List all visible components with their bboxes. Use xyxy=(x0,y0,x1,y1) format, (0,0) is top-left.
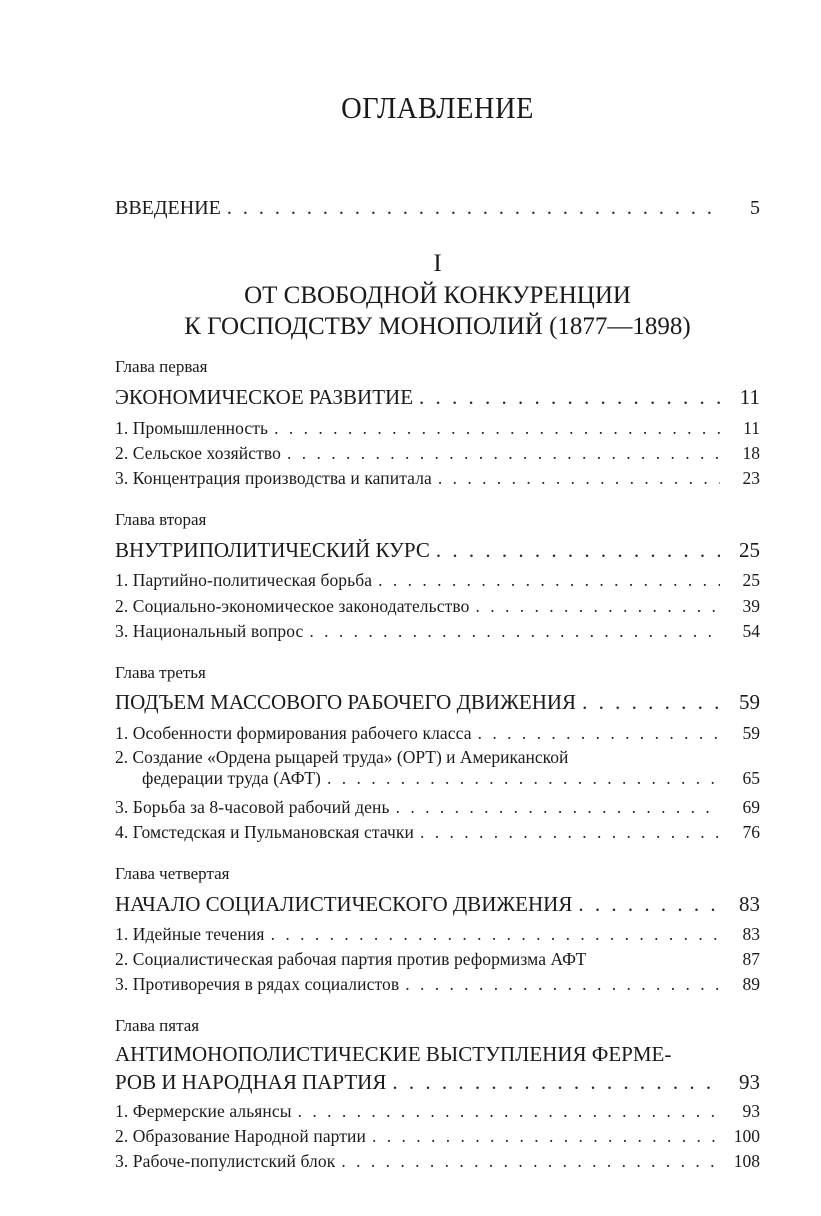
dot-leader xyxy=(227,197,720,220)
page-number: 69 xyxy=(742,797,760,817)
chapter-label: Глава четвертая xyxy=(115,864,230,883)
dot-leader xyxy=(420,822,720,843)
page-number: 23 xyxy=(742,468,760,488)
section-title: 3. Концентрация производства и капитала xyxy=(115,468,432,488)
section-title: 1. Партийно-политическая борьба xyxy=(115,570,373,590)
toc-entry-section[interactable] xyxy=(115,924,760,945)
part-title-line-2: К ГОСПОДСТВУ МОНОПОЛИЙ (1877—1898) xyxy=(184,313,691,340)
page-number: 65 xyxy=(742,768,760,788)
dot-leader xyxy=(419,385,720,410)
dot-leader xyxy=(396,797,720,818)
page-number: 11 xyxy=(739,385,760,409)
toc-entry-introduction[interactable] xyxy=(115,197,760,220)
section-title: 1. Промышленность xyxy=(115,418,269,438)
section-title: 1. Фермерские альянсы xyxy=(115,1101,292,1121)
part-title-line-1: ОТ СВОБОДНОЙ КОНКУРЕНЦИИ xyxy=(244,282,631,309)
page-number: 11 xyxy=(743,418,760,438)
section-title: 3. Борьба за 8-часовой рабочий день xyxy=(115,797,390,817)
chapter-label: Глава третья xyxy=(115,663,206,682)
dot-leader xyxy=(298,1101,720,1122)
chapter-label: Глава первая xyxy=(115,357,208,376)
dot-leader xyxy=(582,690,720,715)
section-title-line-1: 2. Создание «Ордена рыцарей труда» (ОРТ) и Американской xyxy=(115,747,569,767)
toc-entry-label: ВВЕДЕНИЕ xyxy=(115,197,221,219)
page-number: 108 xyxy=(733,1151,760,1171)
section-title: 2. Сельское хозяйство xyxy=(115,443,281,463)
toc-entry-section[interactable] xyxy=(115,822,760,843)
dot-leader xyxy=(287,443,720,464)
section-title: 2. Социалистическая рабочая партия против реформизма АФТ xyxy=(115,949,587,969)
dot-leader xyxy=(274,418,720,439)
dot-leader xyxy=(378,570,720,591)
dot-leader xyxy=(271,924,720,945)
page-number: 18 xyxy=(742,443,760,463)
dot-leader xyxy=(405,974,720,995)
chapter-title-line-2-row xyxy=(115,1070,760,1095)
dot-leader xyxy=(436,538,720,563)
page-number: 89 xyxy=(742,974,760,994)
toc-entry-section[interactable] xyxy=(115,621,760,642)
toc-entry-section[interactable] xyxy=(115,468,760,489)
section-title-line-2: федерации труда (АФТ) xyxy=(142,768,321,788)
toc-entry-chapter[interactable] xyxy=(115,690,760,715)
page-number: 39 xyxy=(742,596,760,616)
section-title-line-2-row xyxy=(115,768,760,789)
chapter-label: Глава вторая xyxy=(115,510,207,529)
toc-entry-section[interactable] xyxy=(115,418,760,439)
page-number: 25 xyxy=(739,538,760,562)
toc-entry-section[interactable] xyxy=(115,1101,760,1122)
chapter-title: ВНУТРИПОЛИТИЧЕСКИЙ КУРС xyxy=(115,538,430,562)
toc-entry-chapter[interactable] xyxy=(115,385,760,410)
toc-entry-chapter-multiline[interactable] xyxy=(115,1042,760,1095)
section-title: 3. Рабоче-популистский блок xyxy=(115,1151,336,1171)
page-number: 76 xyxy=(742,822,760,842)
page-number: 54 xyxy=(742,621,760,641)
toc-entry-section[interactable] xyxy=(115,570,760,591)
toc-entry-section[interactable] xyxy=(115,1151,760,1172)
dot-leader xyxy=(438,468,720,489)
chapter-title: ПОДЪЕМ МАССОВОГО РАБОЧЕГО ДВИЖЕНИЯ xyxy=(115,690,577,714)
page-number: 93 xyxy=(742,1101,760,1121)
toc-entry-chapter[interactable] xyxy=(115,538,760,563)
page-number: 83 xyxy=(742,924,760,944)
page-title: ОГЛАВЛЕНИЕ xyxy=(341,90,534,125)
page-number: 93 xyxy=(739,1070,760,1094)
section-title: 1. Особенности формирования рабочего класса xyxy=(115,723,472,743)
chapter-title-line-1: АНТИМОНОПОЛИСТИЧЕСКИЕ ВЫСТУПЛЕНИЯ ФЕРМЕ- xyxy=(115,1042,672,1066)
dot-leader xyxy=(309,621,720,642)
dot-leader xyxy=(392,1070,720,1095)
dot-leader xyxy=(327,768,720,789)
toc-entry-section[interactable] xyxy=(115,723,760,744)
dot-leader xyxy=(341,1151,719,1172)
page-number: 100 xyxy=(733,1126,760,1146)
toc-entry-section[interactable] xyxy=(115,949,760,970)
section-title: 2. Образование Народной партии xyxy=(115,1126,366,1146)
chapter-title: НАЧАЛО СОЦИАЛИСТИЧЕСКОГО ДВИЖЕНИЯ xyxy=(115,892,573,916)
page-number: 59 xyxy=(742,723,760,743)
page-number: 25 xyxy=(742,570,760,590)
page-number: 59 xyxy=(739,690,760,714)
dot-leader xyxy=(372,1126,720,1147)
chapter-label: Глава пятая xyxy=(115,1016,200,1035)
toc-entry-section[interactable] xyxy=(115,974,760,995)
dot-leader xyxy=(478,723,720,744)
chapter-title-line-2: РОВ И НАРОДНАЯ ПАРТИЯ xyxy=(115,1070,387,1094)
toc-entry-section[interactable] xyxy=(115,797,760,818)
page-number: 5 xyxy=(750,197,760,219)
dot-leader xyxy=(578,892,720,917)
toc-entry-section[interactable] xyxy=(115,443,760,464)
part-number: I xyxy=(433,250,442,277)
toc-entry-section[interactable] xyxy=(115,596,760,617)
toc-entry-chapter[interactable] xyxy=(115,892,760,917)
section-title: 3. Национальный вопрос xyxy=(115,621,304,641)
page-number: 83 xyxy=(739,892,760,916)
toc-entry-section[interactable] xyxy=(115,1126,760,1147)
dot-leader xyxy=(475,596,720,617)
section-title: 1. Идейные течения xyxy=(115,924,265,944)
toc-entry-section-multiline[interactable] xyxy=(115,747,760,789)
section-title: 3. Противоречия в рядах социалистов xyxy=(115,974,400,994)
section-title: 2. Социально-экономическое законодательство xyxy=(115,596,470,616)
page-number: 87 xyxy=(742,949,760,969)
chapter-title: ЭКОНОМИЧЕСКОЕ РАЗВИТИЕ xyxy=(115,385,414,409)
section-title: 4. Гомстедская и Пульмановская стачки xyxy=(115,822,414,842)
